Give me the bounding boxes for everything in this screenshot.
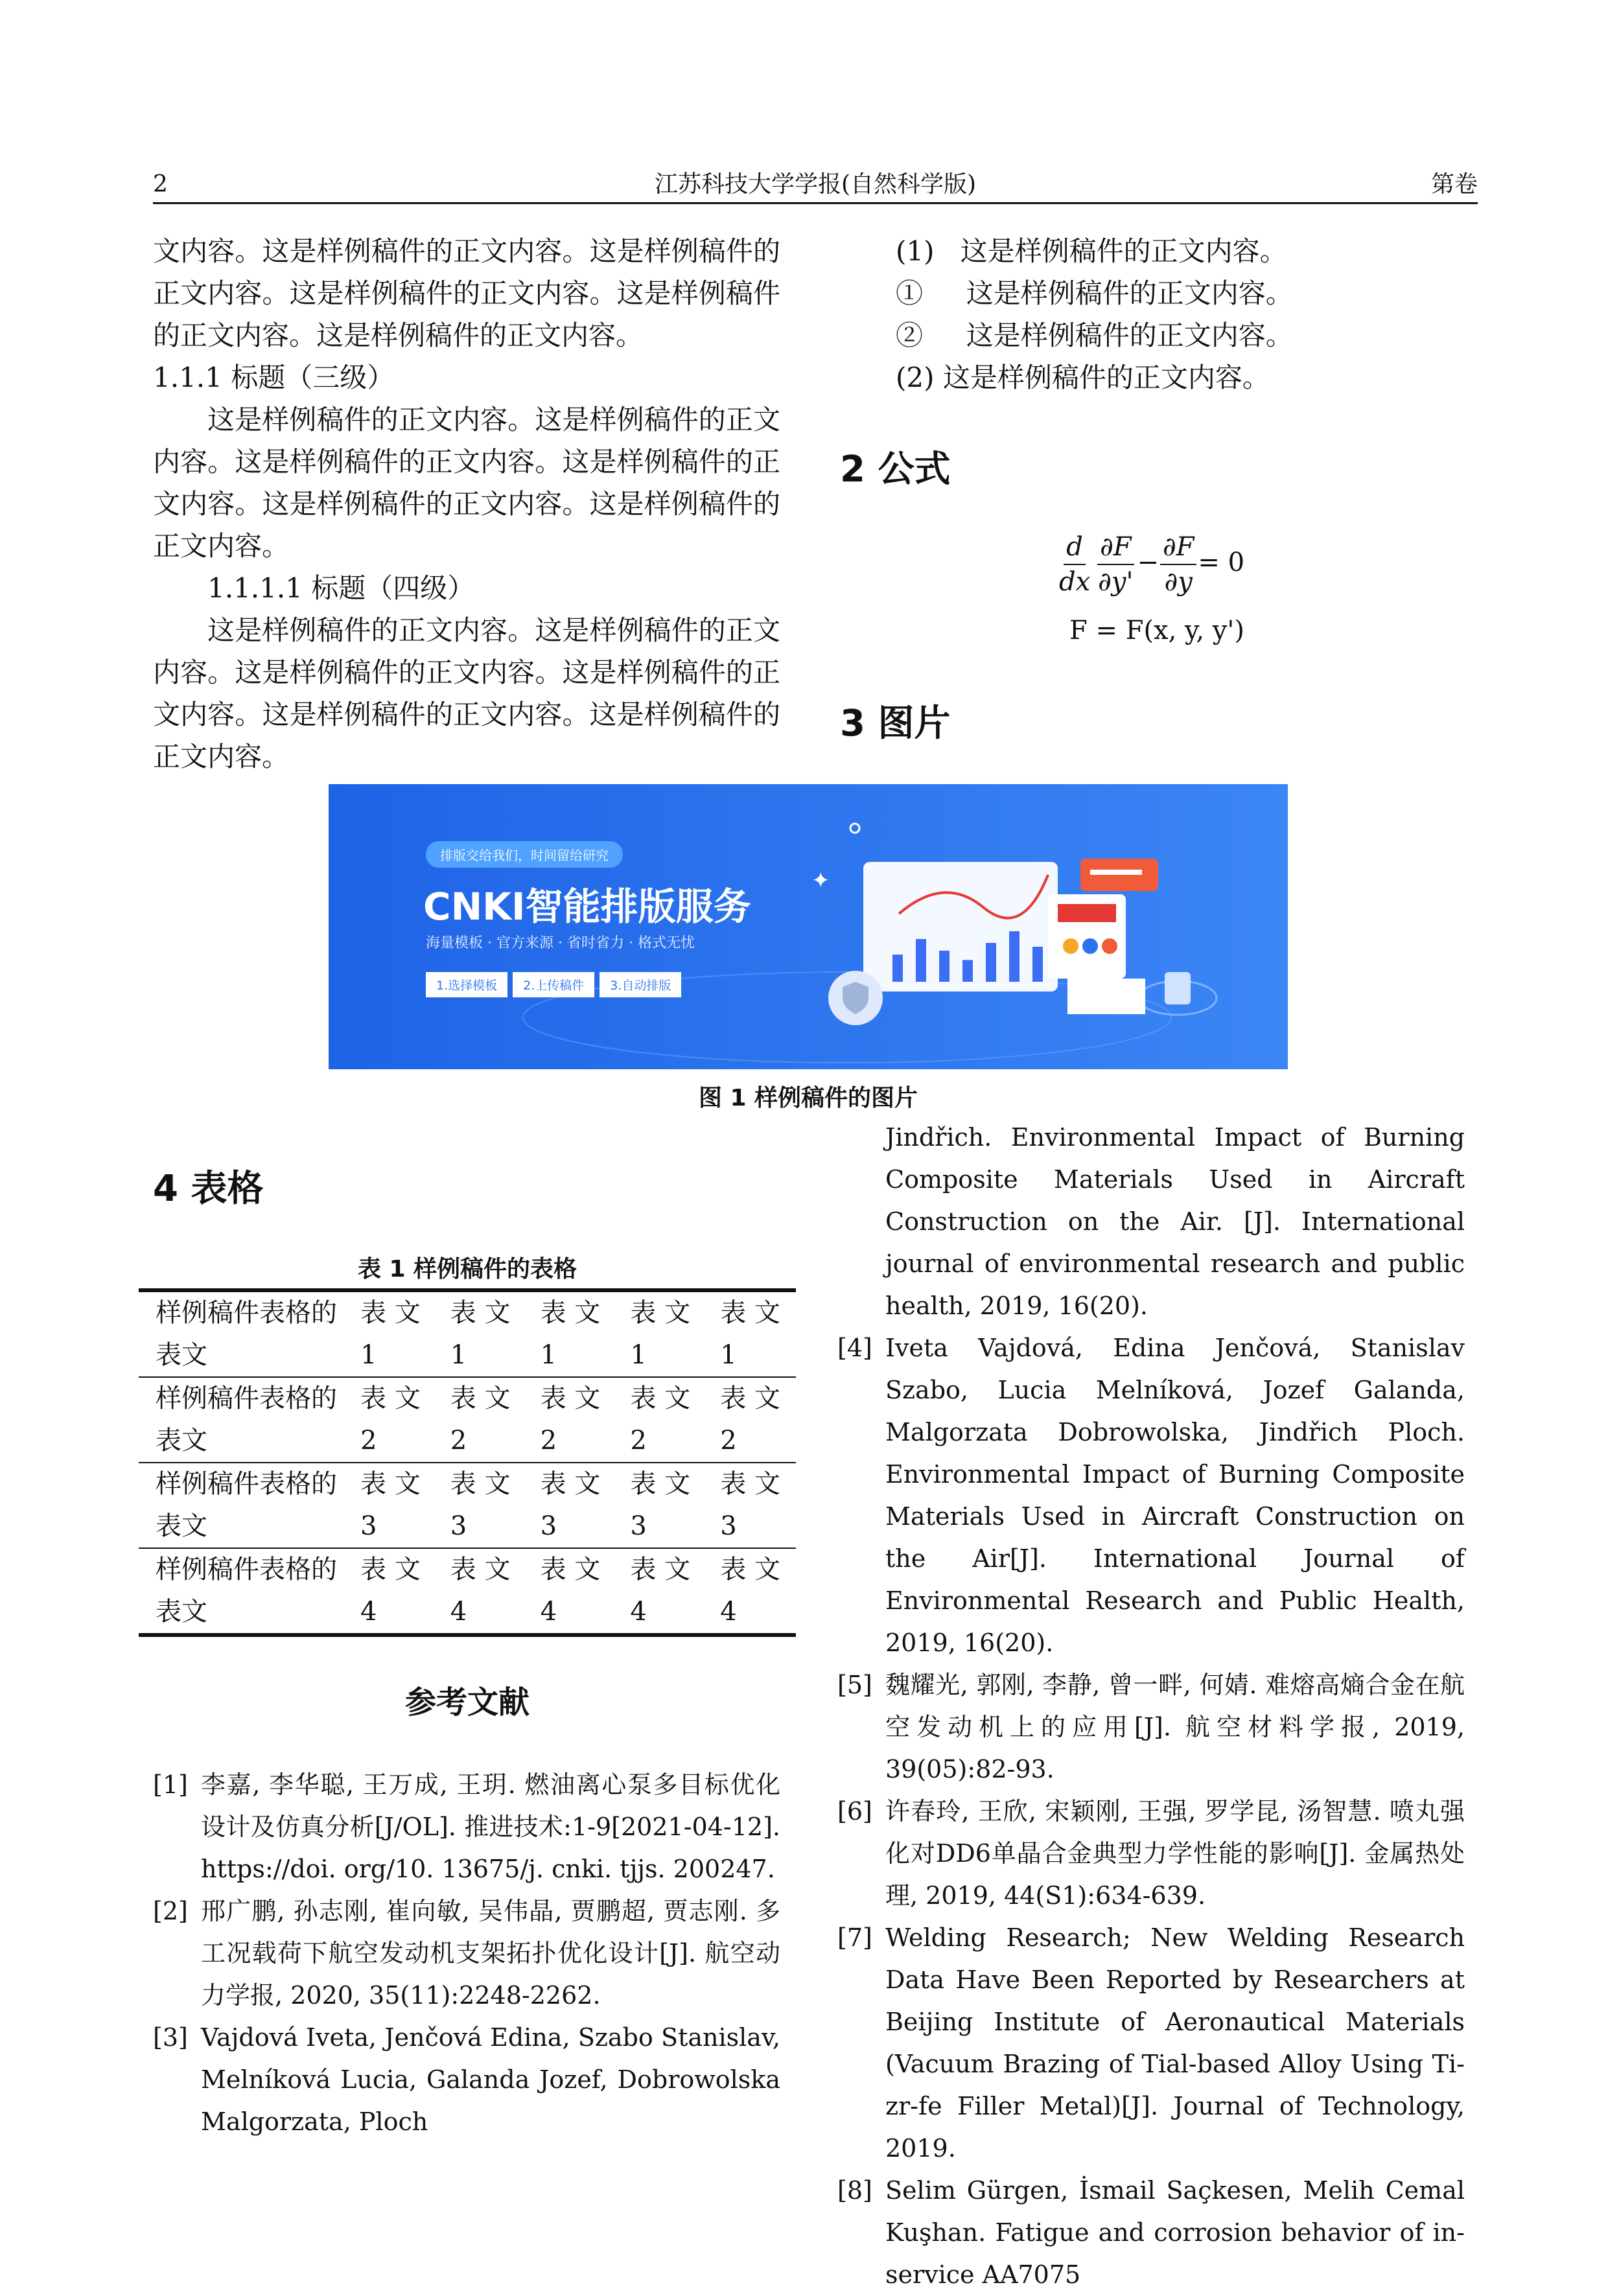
banner-steps: [426, 972, 681, 997]
figure-caption: 图 1 样例稿件的图片: [698, 1085, 918, 1111]
table-row: 样例稿件表格的表文 表 文 1 表 文 1 表 文 1 表 文 1 表 文 1: [139, 1290, 796, 1377]
reference-item: [2] 邢广鹏, 孙志刚, 崔向敏, 吴伟晶, 贾鹏超, 贾志刚. 多工况载荷下航空发动机支架拓扑优化设计[J]. 航空动力学报, 2020, 35(11):2248-2262.: [153, 1897, 780, 2010]
equation-2: F = F(x, y, y'): [1069, 616, 1244, 645]
list-item: (1) 这是样例稿件的正文内容。: [896, 235, 1287, 267]
banner-bar: [892, 955, 903, 982]
heading-level3: 1.1.1 标题（三级）: [153, 362, 395, 393]
references-right: [837, 1117, 1465, 2296]
table-caption: 表 1 样例稿件的表格: [357, 1256, 577, 1282]
banner-tag: 排版交给我们，时间留给研究: [426, 841, 623, 868]
body-paragraph: 这是样例稿件的正文内容。这是样例稿件的正文内容。这是样例稿件的正文内容。这是样例稿件的正文内容。这是样例稿件的正文内容。这是样例稿件的正文内容。: [153, 614, 780, 772]
sample-table: [139, 1288, 796, 1637]
list-item: (2) 这是样例稿件的正文内容。: [896, 362, 1270, 393]
reference-item: [6] 许春玲, 王欣, 宋颖刚, 王强, 罗学昆, 汤智慧. 喷丸强化对DD6单晶合金典型力学性能的影响[J]. 金属热处理, 2019, 44(S1):634-639.: [837, 1797, 1465, 1910]
banner-step: 1.选择模板: [426, 972, 507, 997]
banner-bar: [1009, 931, 1020, 982]
reference-item: [4] Iveta Vajdová, Edina Jenčová, Stanislav Szabo, Lucia Melníková, Jozef Galanda, Malgorzata Dobrowolska, Jindřich Ploch. Environmental Impact of Burning Composite Materials Used in Aircraft Construction on the Air[J]. International Journal of Environmental Research and Public Health, 2019, 16(20).: [837, 1334, 1465, 1657]
banner-bar: [939, 951, 950, 982]
table-row: 样例稿件表格的表文 表 文 2 表 文 2 表 文 2 表 文 2 表 文 2: [139, 1377, 796, 1463]
heading-level4: 1.1.1.1 标题（四级）: [207, 572, 475, 604]
left-column-top: [153, 230, 780, 778]
reference-item: [5] 魏耀光, 郭刚, 李静, 曾一畔, 何婧. 难熔高熵合金在航空发动机上的应用[J]. 航空材料学报, 2019, 39(05):82-93.: [837, 1671, 1465, 1783]
banner-subtitle: 海量模板 · 官方来源 · 省时省力 · 格式无忧: [426, 935, 695, 951]
reference-item: [1] 李嘉, 李华聪, 王万成, 王玥. 燃油离心泵多目标优化设计及仿真分析[J/OL]. 推进技术:1-9[2021-04-12]. https://doi. org/10. 13675/j. cnki. tjjs. 200247.: [153, 1770, 780, 1883]
list-item: ② 这是样例稿件的正文内容。: [896, 319, 1293, 351]
equation-1: $\frac{d}{dx}$ $\frac{\partial F}{\partial y'}$ − $\frac{\partial F}{\partial y}$ = 0: [1055, 530, 1244, 599]
body-paragraph: 文内容。这是样例稿件的正文内容。这是样例稿件的正文内容。这是样例稿件的正文内容。这是样例稿件的正文内容。这是样例稿件的正文内容。: [153, 235, 780, 351]
list-item: ① 这是样例稿件的正文内容。: [896, 277, 1293, 309]
section-heading-4: 4 表格: [153, 1168, 264, 1210]
banner-step: 3.自动排版: [600, 972, 681, 997]
reference-continuation: Jindřich. Environmental Impact of Burning Composite Materials Used in Aircraft Construction on the Air. [J]. International journal of environmental research and public health, 2019, 16(20).: [885, 1123, 1465, 1320]
references-left: [153, 1764, 780, 2143]
section-heading-2: 2 公式: [840, 448, 951, 491]
journal-title: 江苏科技大学学报(自然科学版): [654, 171, 977, 198]
figure-banner: [329, 784, 1288, 1069]
body-paragraph: 这是样例稿件的正文内容。这是样例稿件的正文内容。这是样例稿件的正文内容。这是样例稿件的正文内容。这是样例稿件的正文内容。这是样例稿件的正文内容。: [153, 404, 780, 562]
banner-bar: [962, 960, 973, 982]
references-title: 参考文献: [404, 1684, 530, 1721]
reference-item: [3] Vajdová Iveta, Jenčová Edina, Szabo Stanislav, Melníková Lucia, Galanda Jozef, Dobrowolska Malgorzata, Ploch: [153, 2023, 780, 2136]
reference-item: [7] Welding Research; New Welding Research Data Have Been Reported by Researchers at Beijing Institute of Aeronautical Materials (Vacuum Brazing of Tial-based Alloy Using Ti-zr-fe Filler Metal)[J]. Journal of Technology, 2019.: [837, 1923, 1465, 2163]
banner-bar: [986, 943, 996, 982]
reference-item: [8] Selim Gürgen, İsmail Saçkesen, Melih Cemal Kuşhan. Fatigue and corrosion behavior of in-service AA7075: [837, 2176, 1465, 2289]
table-row: 样例稿件表格的表文 表 文 3 表 文 3 表 文 3 表 文 3 表 文 3: [139, 1463, 796, 1548]
page-number: 2: [153, 171, 168, 198]
section-heading-3: 3 图片: [840, 702, 951, 745]
volume-label: 第卷: [1430, 171, 1478, 198]
running-header: [153, 167, 1478, 204]
table-row: 样例稿件表格的表文 表 文 4 表 文 4 表 文 4 表 文 4 表 文 4: [139, 1548, 796, 1635]
svg-text:✦: ✦: [811, 868, 830, 894]
banner-step: 2.上传稿件: [513, 972, 594, 997]
banner-bar: [1032, 947, 1043, 982]
banner-title: CNKI智能排版服务: [423, 885, 751, 929]
right-column-top: [896, 230, 1466, 399]
banner-bar: [916, 939, 926, 982]
